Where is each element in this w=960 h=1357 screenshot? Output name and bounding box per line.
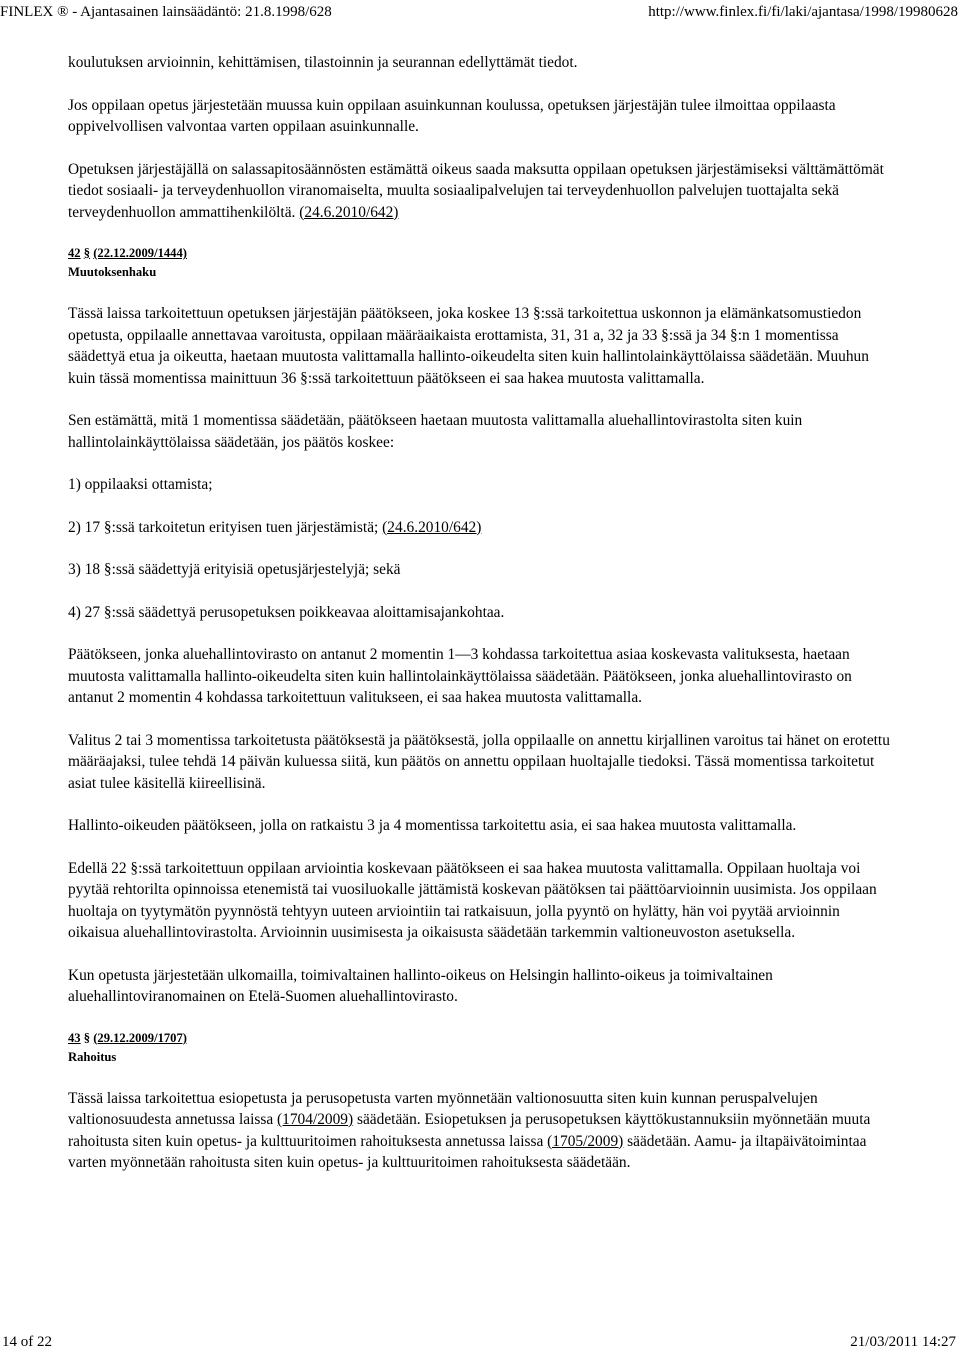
section-42-heading [68, 244, 894, 282]
amendment-link[interactable]: (24.6.2010/642) [382, 518, 482, 536]
law-link[interactable]: (1705/2009) [547, 1132, 624, 1150]
section-number-link[interactable]: 43 [68, 1030, 81, 1045]
section-amendment-link[interactable]: (22.12.2009/1444) [93, 246, 187, 260]
paragraph: Hallinto-oikeuden päätökseen, jolla on ratkaistu 3 ja 4 momentissa tarkoitettu asia, ei saa hakea muutosta valittamalla. [68, 817, 797, 834]
law-link[interactable]: (1704/2009) [277, 1111, 354, 1128]
section-title: Muutoksenhaku [68, 265, 157, 279]
header-url[interactable]: http://www.finlex.fi/fi/laki/ajantasa/1998/19980628 [648, 4, 958, 20]
paragraph-rahoitus [68, 1088, 894, 1174]
list-item: 4) 27 §:ssä säädettyä perusopetuksen poikkeavaa aloittamisajankohtaa. [68, 603, 505, 621]
section-sign: § [83, 1030, 91, 1045]
paragraph-salassapito [68, 159, 894, 224]
paragraph: Valitus 2 tai 3 momentissa tarkoitetusta päätöksestä ja päätöksestä, jolla oppilaalle on annettu kirjallinen varoitus tai hänet on erotettu määräajaksi, tulee tehdä 14 päivän kuluessa siitä, kun päätös on annettu oppilaan huoltajalle tiedoksi. Tässä momentissa tarkoitetut asiat tulee käsitellä kiireellisinä. [68, 731, 890, 792]
page-counter: 14 of 22 [2, 1334, 52, 1350]
list-item-text: 2) 17 §:ssä tarkoitetun erityisen tuen järjestämistä; [68, 518, 379, 536]
section-43-heading [68, 1029, 894, 1067]
paragraph: Edellä 22 §:ssä tarkoitettuun oppilaan arviointia koskevaan päätökseen ei saa hakea muutosta valittamalla. Oppilaan huoltaja voi pyytää rehtorilta opinnoissa etenemistä tai vuosiluokalle jättämistä koskevan päätöksen tai päättöarvioinnin uusimista. Jos oppilaan huoltaja on tyytymätön pyynnöstä tehtyyn uuteen arviointiin tai ratkaisuun, jolla pyyntö on hylätty, hän voi pyytää arvioinnin oikaisua aluehallintovirastolta. Arvioinnin uusimisesta ja oikaisusta säädetään tarkemmin valtioneuvoston asetuksella. [68, 859, 877, 941]
page-header [0, 0, 960, 24]
paragraph-text: säädetään. Aamu- ja iltapäivätoimintaa varten myönnetään rahoitusta siten kuin opetus- ja kulttuuritoimen rahoituksesta säädetään. [68, 1132, 867, 1171]
paragraph-text: Tässä laissa tarkoitettua esiopetusta ja perusopetusta varten myönnetään valtionosuutta siten kuin kunnan peruspalvelujen valtionosuudesta annetussa laissa [68, 1089, 818, 1128]
list-item: 3) 18 §:ssä säädettyjä erityisiä opetusjärjestelyjä; sekä [68, 561, 401, 578]
amendment-link[interactable]: (24.6.2010/642) [299, 203, 399, 221]
section-title: Rahoitus [68, 1049, 117, 1064]
paragraph: Päätökseen, jonka aluehallintovirasto on antanut 2 momentin 1—3 kohdassa tarkoitettua asiaa koskevasta valituksesta, haetaan muutosta valittamalla hallinto-oikeudelta siten kuin hallintolainkäyttölaissa säädetään. Päätökseen, jonka aluehallintovirasto on antanut 2 momentin 4 kohdassa tarkoitettuun valitukseen, ei saa hakea muutosta valittamalla. [68, 646, 852, 706]
section-number-link[interactable]: 42 [68, 246, 81, 260]
paragraph-text: Opetuksen järjestäjällä on salassapitosäännösten estämättä oikeus saada maksutta oppilaan opetuksen järjestämiseksi välttämättömät tiedot sosiaali- ja terveydenhuollon viranomaiselta, muulta sosiaalipalvelujen tai terveydenhuollon palvelujen tuottajalta sekä terveydenhuollon ammattihenkilöltä. [68, 160, 884, 221]
document-body [68, 52, 894, 1195]
paragraph: Sen estämättä, mitä 1 momentissa säädetään, päätökseen haetaan muutosta valittamalla aluehallintovirastolta siten kuin hallintolainkäyttölaissa säädetään, jos päätös koskee: [68, 412, 803, 451]
paragraph-asuinkunta: Jos oppilaan opetus järjestetään muussa kuin oppilaan asuinkunnan koulussa, opetuksen järjestäjän tulee ilmoittaa oppilaasta oppivelvollisen valvontaa varten oppilaan asuinkunnalle. [68, 96, 836, 135]
print-datetime: 21/03/2011 14:27 [850, 1334, 956, 1350]
list-item [68, 517, 894, 539]
header-title: FINLEX ® - Ajantasainen lainsäädäntö: 21.8.1998/628 [0, 4, 332, 20]
paragraph-continuation: koulutuksen arvioinnin, kehittämisen, tilastoinnin ja seurannan edellyttämät tiedot. [68, 54, 578, 71]
section-amendment-link[interactable]: (29.12.2009/1707) [93, 1030, 187, 1045]
paragraph: Tässä laissa tarkoitettuun opetuksen järjestäjän päätökseen, joka koskee 13 §:ssä tarkoitettua uskonnon ja elämänkatsomustiedon opetusta, oppilaalle annettavaa varoitusta, oppilaan määräaikaista erottamista, 31, 31 a, 32 ja 33 §:ssä ja 34 §:n 1 momentissa säädettyä etua ja oikeutta, haetaan muutosta valittamalla hallinto-oikeudelta siten kuin hallintolainkäyttölaissa säädetään. Muuhun kuin tässä momentissa mainittuun 36 §:ssä tarkoitettuun päätökseen ei saa hakea muutosta valittamalla. [68, 305, 869, 387]
paragraph-text: säädetään. Esiopetuksen ja perusopetuksen käyttökustannuksiin myönnetään muuta rahoitusta siten kuin opetus- ja kulttuuritoimen rahoituksesta annetussa laissa [68, 1111, 871, 1150]
page-footer [0, 1331, 960, 1353]
list-item: 1) oppilaaksi ottamista; [68, 476, 213, 493]
paragraph: Kun opetusta järjestetään ulkomailla, toimivaltainen hallinto-oikeus on Helsingin hallinto-oikeus ja toimivaltainen aluehallintoviranomainen on Etelä-Suomen aluehallintovirasto. [68, 966, 773, 1005]
section-sign: § [83, 246, 91, 260]
